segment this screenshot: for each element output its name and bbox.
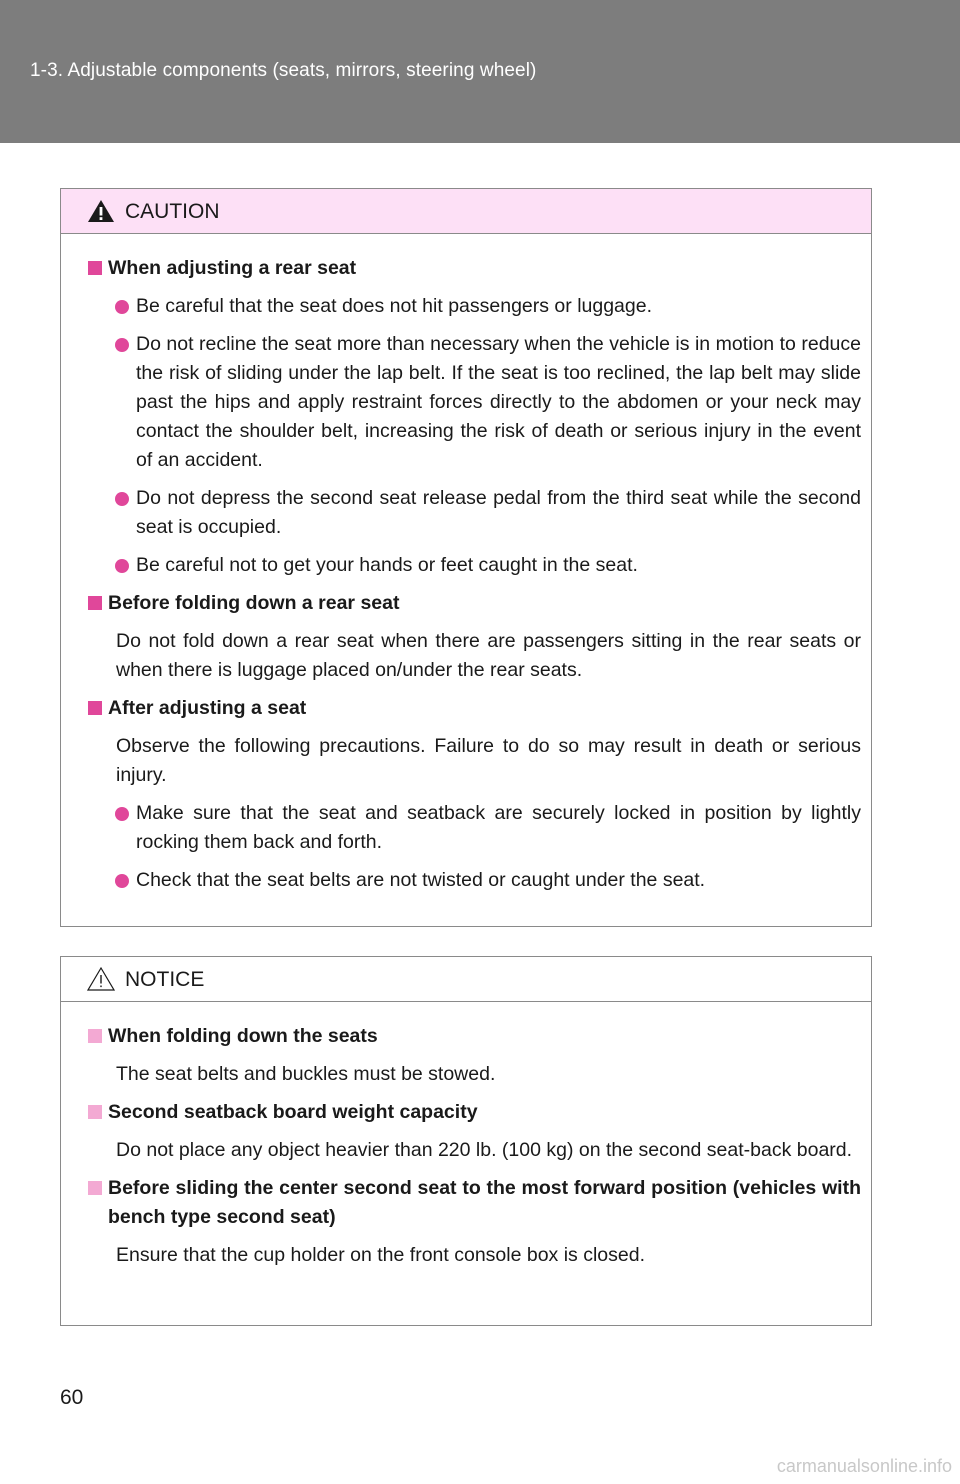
notice-label: NOTICE	[125, 968, 205, 991]
square-bullet-icon	[88, 1181, 102, 1195]
section-text: Do not fold down a rear seat when there are passengers sitting in the rear seats or when there is luggage placed on/under the rear seats.	[116, 630, 861, 681]
bullet-item: Be careful that the seat does not hit passengers or luggage.	[136, 292, 861, 321]
caution-label: CAUTION	[125, 200, 220, 223]
page-header	[0, 0, 960, 143]
warning-filled-icon	[87, 198, 115, 224]
notice-header	[61, 957, 871, 1002]
section-text: Ensure that the cup holder on the front console box is closed.	[116, 1244, 645, 1266]
section-text: Do not place any object heavier than 220 lb. (100 kg) on the second seat-back board.	[116, 1139, 853, 1161]
notice-box	[60, 956, 872, 1326]
watermark: carmanualsonline.info	[776, 1456, 952, 1476]
warning-outline-icon	[87, 966, 115, 992]
section-title: Before folding down a rear seat	[88, 589, 861, 618]
section-title: After adjusting a seat	[88, 694, 861, 723]
square-bullet-icon	[88, 701, 102, 715]
section-title: Before sliding the center second seat to the most forward position (vehicles with bench type second seat)	[88, 1174, 861, 1232]
section-title: When folding down the seats	[88, 1022, 861, 1051]
square-bullet-icon	[88, 261, 102, 275]
bullet-item: Check that the seat belts are not twisted or caught under the seat.	[136, 866, 861, 895]
notice-body	[61, 1002, 871, 1270]
bullet-item: Do not depress the second seat release pedal from the third seat while the second seat is occupied.	[136, 484, 861, 542]
square-bullet-icon	[88, 596, 102, 610]
caution-body	[61, 234, 871, 895]
circle-bullet-icon	[115, 874, 129, 888]
section-title: When adjusting a rear seat	[88, 254, 861, 283]
header-title: 1-3. Adjustable components (seats, mirrors, steering wheel)	[30, 60, 537, 81]
circle-bullet-icon	[115, 559, 129, 573]
caution-box	[60, 188, 872, 927]
square-bullet-icon	[88, 1029, 102, 1043]
page-number: 60	[60, 1386, 84, 1409]
circle-bullet-icon	[115, 338, 129, 352]
circle-bullet-icon	[115, 492, 129, 506]
circle-bullet-icon	[115, 807, 129, 821]
bullet-item: Do not recline the seat more than necessary when the vehicle is in motion to reduce the risk of sliding under the lap belt. If the seat is too reclined, the lap belt may slide past the hips and apply restraint forces directly to the abdomen or your neck may contact the shoulder belt, increasing the risk of death or serious injury in the event of an accident.	[136, 330, 861, 475]
bullet-item: Be careful not to get your hands or feet caught in the seat.	[136, 551, 861, 580]
bullet-item: Make sure that the seat and seatback are securely locked in position by lightly rocking them back and forth.	[136, 799, 861, 857]
section-title: Second seatback board weight capacity	[88, 1098, 861, 1127]
circle-bullet-icon	[115, 300, 129, 314]
square-bullet-icon	[88, 1105, 102, 1119]
section-text: Observe the following precautions. Failure to do so may result in death or serious injury.	[116, 735, 861, 786]
caution-header	[61, 189, 871, 234]
section-text: The seat belts and buckles must be stowed.	[116, 1063, 496, 1085]
